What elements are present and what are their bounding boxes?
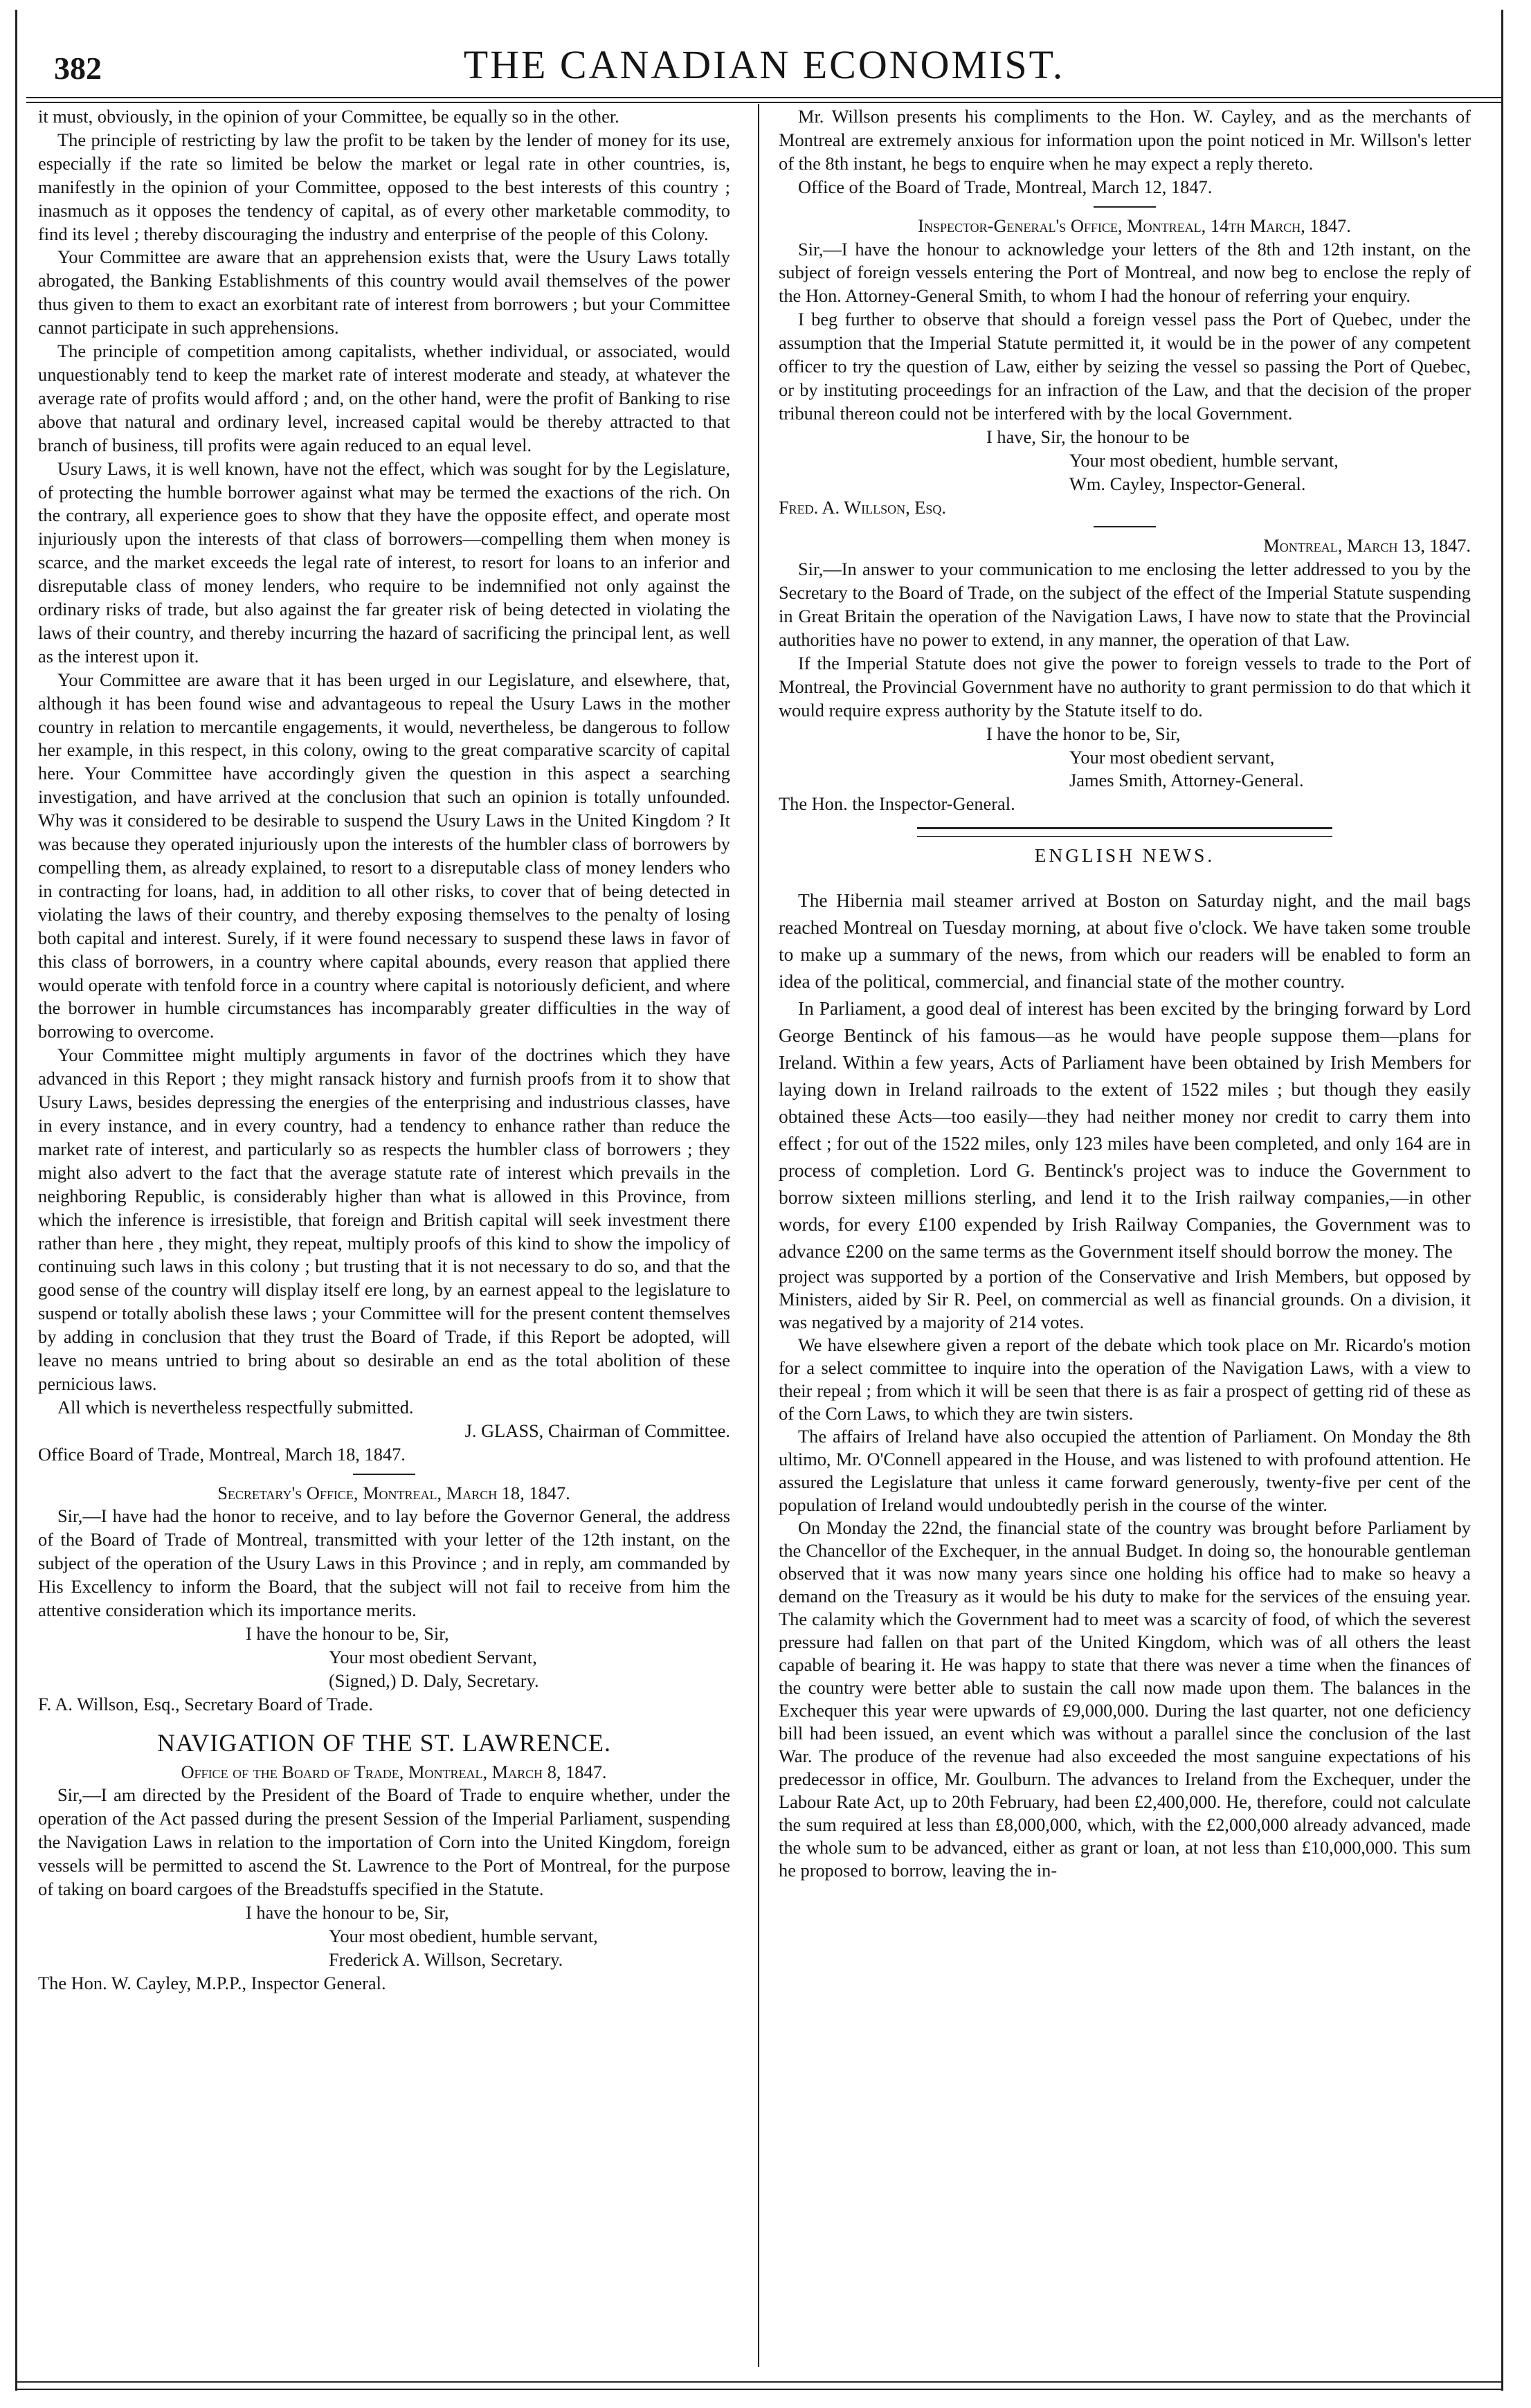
committee-report: [38, 105, 730, 1467]
report-paragraph: Your Committee are aware that an apprehension exists that, were the Usury Laws totally abrogated, the Banking Establishments of this country would avail themselves of the power thus given to them to exact an exorbitant rate of interest from borrowers ; but your Committee cannot participate in such apprehensions.: [38, 246, 730, 338]
page-header: [26, 35, 1502, 94]
english-news-section: [779, 842, 1471, 1882]
report-paragraph: it must, obviously, in the opinion of your Committee, be equally so in the other.: [38, 106, 619, 127]
letter-closing: Your most obedient servant,: [1069, 746, 1275, 768]
report-paragraph: Your Committee are aware that it has been urged in our Legislature, and elsewhere, that, although it has been found wise and advantageous to repeal the Usury Laws in the mother country in relation to mercantile engagements, it would, nevertheless, be dangerous to follow her example, in this respect, in this colony, owing to the great comparative scarcity of capital here. Your Committee have accordingly given the question in this aspect a searching investigation, and have arrived at the conclusion that such an opinion is totally unfounded. Why was it considered to be desirable to suspend the Usury Laws in the United Kingdom ? It was because they operated injuriously upon the interests of the humbler class of borrowers by compelling them, as already explained, to resort to a disreputable class of money lenders who in contracting for loans, had, in addition to all other risks, to cover that of being detected in violating the laws of their country, and thereby exposing themselves to the penalty of losing both capital and interest. Surely, if it were found necessary to suspend these laws in favor of this class of borrowers, in a country where capital abounds, every reason that applied there would operate with tenfold force in a country where capital is notoriously deficient, and where the borrower in humble circumstances has incomparably greater difficulties in the way of borrowing to overcome.: [38, 669, 730, 1042]
letter-closing: Your most obedient Servant,: [329, 1646, 537, 1667]
news-paragraph: project was supported by a portion of the Conservative and Irish Members, but opposed by Ministers, aided by Sir R. Peel, on commercial as well as financial grounds. On a division, it was negatived by a majority of 214 votes.: [779, 1266, 1471, 1333]
report-paragraph: Usury Laws, it is well known, have not the effect, which was sought for by the Legislature, of protecting the humble borrower against what may be termed the exactions of the rich. On the contrary, all experience goes to show that they have the opposite effect, and operate most injuriously upon the interests of that class of borrowers—compelling them when money is scarce, and the market exceeds the legal rate of interest, to resort for loans to an inferior and disreputable class of money lenders, who require to be indemnified not only against the ordinary risks of trade, but also against the far greater risk of being detected in violating the laws of their country, and thereby incurring the hazard of sacrificing the principal lent, as well as the interest upon it.: [38, 458, 730, 667]
letter-addressee: The Hon. the Inspector-General.: [779, 793, 1015, 815]
letter-body: Sir,—I am directed by the President of the Board of Trade to enquire whether, under the operation of the Act passed during the present Session of the Imperial Parliament, suspending the Navigation Laws in relation to the importation of Corn into the United Kingdom, foreign vessels will be permitted to ascend the St. Lawrence to the Port of Montreal, for the purpose of taking on board cargoes of the Breadstuffs specified in the Statute.: [38, 1784, 730, 1900]
letter-closing: I have the honor to be, Sir,: [986, 723, 1181, 744]
section-rule: [1094, 206, 1156, 208]
section-rule: [1094, 526, 1156, 527]
secretary-letter: [38, 1482, 730, 1717]
letter-closing: I have the honour to be, Sir,: [246, 1901, 449, 1923]
column-divider: [758, 104, 759, 2367]
title-rule: [917, 836, 1332, 837]
letter-body: If the Imperial Statute does not give the power to foreign vessels to trade to the Port of Montreal, the Provincial Government have no authority to grant permission to do that which it would require express authority by the Statute itself to do.: [779, 652, 1471, 721]
letter-office: Office of the Board of Trade, Montreal, March 12, 1847.: [798, 176, 1213, 197]
letter-signature: James Smith, Attorney-General.: [1069, 770, 1304, 791]
english-news-title: ENGLISH NEWS.: [1034, 845, 1215, 867]
letter-addressee: F. A. Willson, Esq., Secretary Board of Trade.: [38, 1693, 373, 1714]
news-paragraph: The Hibernia mail steamer arrived at Boston on Saturday night, and the mail bags reached Montreal on Tuesday morning, at about five o'clock. We have taken some trouble to make up a summary of the news, from which our readers will be enabled to form an idea of the political, commercial, and financial state of the mother country.: [779, 890, 1471, 993]
letter-signature: (Signed,) D. Daly, Secretary.: [329, 1669, 539, 1691]
right-column: [779, 105, 1471, 1882]
letter-closing: I have, Sir, the honour to be: [986, 426, 1190, 447]
report-paragraph: The principle of restricting by law the profit to be taken by the lender of money for its use, especially if the rate so limited be below the market or legal rate in other countries, is, manifestly in the opinion of your Committee, opposed to the best interests of this country ; inasmuch as it opposes the tendency of capital, as of every other marketable commodity, to find its level ; thereby discouraging the industry and enterprise of the people of this Colony.: [38, 129, 730, 244]
left-column: [38, 105, 730, 1995]
letter-closing: I have the honour to be, Sir,: [246, 1623, 449, 1644]
letter-heading: Secretary's Office, Montreal, March 18, 1847.: [217, 1482, 570, 1503]
news-paragraph: We have elsewhere given a report of the debate which took place on Mr. Ricardo's motion for a select committee to inquire into the operation of the Navigation Laws, with a view to their repeal ; from which it will be seen that there is as fair a prospect of getting rid of these as of the Corn Laws, to which they are twin sisters.: [779, 1334, 1471, 1424]
letter-heading: Office of the Board of Trade, Montreal, March 8, 1847.: [181, 1761, 607, 1782]
report-paragraph: The principle of competition among capitalists, whether individual, or associated, would unquestionably tend to keep the market rate of interest moderate and steady, at whatever the average rate of profits would afford ; and, on the other hand, were the profit of Banking to rise above that natural and ordinary level, increased capital would be thereby attracted to that branch of business, till profits were again reduced to an equal level.: [38, 341, 730, 455]
letter-body: Mr. Willson presents his compliments to the Hon. W. Cayley, and as the merchants of Montreal are extremely anxious for information upon the point noticed in Mr. Willson's letter of the 8th instant, he begs to enquire when he may expect a reply thereto.: [779, 106, 1471, 174]
letter-signature: Wm. Cayley, Inspector-General.: [1069, 473, 1306, 494]
navigation-section: [38, 1728, 730, 1995]
letter-addressee: The Hon. W. Cayley, M.P.P., Inspector General.: [38, 1972, 386, 1993]
report-office: Office Board of Trade, Montreal, March 18, 1847.: [38, 1443, 406, 1465]
title-rule: [917, 827, 1332, 829]
report-signature: J. GLASS, Chairman of Committee.: [464, 1420, 730, 1441]
letter-body: Sir,—I have had the honor to receive, and to lay before the Governor General, the address of the Board of Trade of Montreal, transmitted with your letter of the 12th instant, on the subject of the operation of the Usury Laws in this Province ; and in reply, am commanded by His Excellency to inform the Board, that the subject will not fail to receive from him the attentive consideration which its importance merits.: [38, 1505, 730, 1621]
inspector-letter: [779, 215, 1471, 520]
news-paragraph: The affairs of Ireland have also occupied the attention of Parliament. On Monday the 8th ultimo, Mr. O'Connell appeared in the House, and was listened to with profound attention. He assured the Legislature that unless it came forward generously, twenty-five per cent of the population of Ireland would undoubtedly perish in the course of the winter.: [779, 1426, 1471, 1516]
letter-heading: Inspector-General's Office, Montreal, 14th March, 1847.: [918, 215, 1351, 236]
bottom-rule: [15, 2381, 1503, 2390]
letter-body: Sir,—In answer to your communication to me enclosing the letter addressed to you by the Secretary to the Board of Trade, on the subject of the effect of the Imperial Statute suspending in Great Britain the operation of the Navigation Laws, I have now to state that the Provincial authorities have no power to extend, in any manner, the operation of that Law.: [779, 559, 1471, 651]
navigation-title: NAVIGATION OF THE ST. LAWRENCE.: [156, 1728, 612, 1757]
letter-heading: Montreal, March 13, 1847.: [1263, 535, 1471, 556]
page-number: 382: [54, 51, 102, 86]
attorney-letter: [779, 534, 1471, 816]
willson-note: [779, 105, 1471, 199]
letter-body: I beg further to observe that should a foreign vessel pass the Port of Quebec, under the assumption that the Imperial Statute permitted it, it would be in the power of any competent officer to try the question of Law, either by seizing the vessel so passing the Port of Quebec, or by instituting proceedings for an infraction of the Law, and that the decision of the proper tribunal thereon could not be interfered with by the local Government.: [779, 309, 1471, 424]
letter-addressee: Fred. A. Willson, Esq.: [779, 496, 947, 518]
news-paragraph: In Parliament, a good deal of interest has been excited by the bringing forward by Lord George Bentinck of his famous—as he would have people suppose them—plans for Ireland. Within a few years, Acts of Parliament have been obtained by Irish Members for laying down in Ireland railroads to the extent of 1522 miles ; but though they easily obtained these Acts—too easily—they had neither money nor credit to carry them into effect ; for out of the 1522 miles, only 123 miles have been completed, and only 164 are in process of completion. Lord G. Bentinck's project was to induce the Government to borrow sixteen millions sterling, and lend it to the Irish railway companies,—in other words, for every £100 expended by Irish Railway Companies, the Government was to advance £200 on the same terms as the Government itself should borrow the money. The: [779, 998, 1471, 1262]
masthead-title: THE CANADIAN ECONOMIST.: [463, 42, 1065, 87]
letter-closing: Your most obedient, humble servant,: [1069, 449, 1339, 471]
header-rule: [26, 97, 1503, 103]
section-rule: [353, 1474, 415, 1475]
report-paragraph: Your Committee might multiply arguments in favor of the doctrines which they have advanced in this Report ; they might ransack history and furnish proofs from it to show that Usury Laws, besides depressing the energies of the enterprising and industrious classes, have in every instance, and in every country, had a tendency to enhance rather than reduce the market rate of interest, and particularly so as respects the humbler class of borrowers ; they might also advert to the fact that the average statute rate of interest which prevails in the neighboring Republic, is considerably higher than what is allowed in this Province, from which the inference is irresistible, that foreign and British capital will seek investment there rather than here , they might, they repeat, multiply proofs of this kind to show the impolicy of continuing such laws in this colony ; but trusting that it is not necessary to do so, and that the good sense of the country will display itself ere long, by an earnest appeal to the legislature to suspend or totally abolish these laws ; your Committee will for the present content themselves by adding in conclusion that they trust the Board of Trade, if this Report be adopted, will leave no means untried to bring about so desirable an end as the total abolition of these pernicious laws.: [38, 1044, 730, 1394]
news-paragraph: On Monday the 22nd, the financial state of the country was brought before Parliament by the Chancellor of the Exchequer, in the annual Budget. In doing so, the honourable gentleman observed that it was now many years since one holding his office had to make so heavy a demand on the Treasury as it would be his duty to make for the services of the ensuing year. The calamity which the Government had to meet was a scarcity of food, of which the severest pressure had fallen on that part of the United Kingdom, which was of all others the least capable of bearing it. He was happy to state that there was never a time when the finances of the country were better able to sustain the call now made upon them. The balances in the Exchequer this year were upwards of £9,000,000. During the last quarter, not one deficiency bill had been issued, an event which was without a parallel since the conclusion of the last War. The produce of the revenue had also exceeded the most sanguine expectations of his predecessor in office, Mr. Goulburn. The advances to Ireland from the Exchequer, under the Labour Rate Act, up to 20th February, had been £2,400,000. He, therefore, could not calculate the sum required at less than £8,000,000, which, with the £2,000,000 already advanced, made the whole sum to be advanced, either as grant or loan, at not less than £10,000,000. This sum he proposed to borrow, leaving the in-: [779, 1517, 1471, 1881]
letter-signature: Frederick A. Willson, Secretary.: [329, 1948, 563, 1970]
report-paragraph: All which is nevertheless respectfully submitted.: [57, 1396, 414, 1418]
letter-body: Sir,—I have the honour to acknowledge your letters of the 8th and 12th instant, on the subject of foreign vessels entering the Port of Montreal, and now beg to enclose the reply of the Hon. Attorney-General Smith, to whom I had the honour of referring your enquiry.: [779, 238, 1471, 307]
letter-closing: Your most obedient, humble servant,: [329, 1925, 598, 1946]
